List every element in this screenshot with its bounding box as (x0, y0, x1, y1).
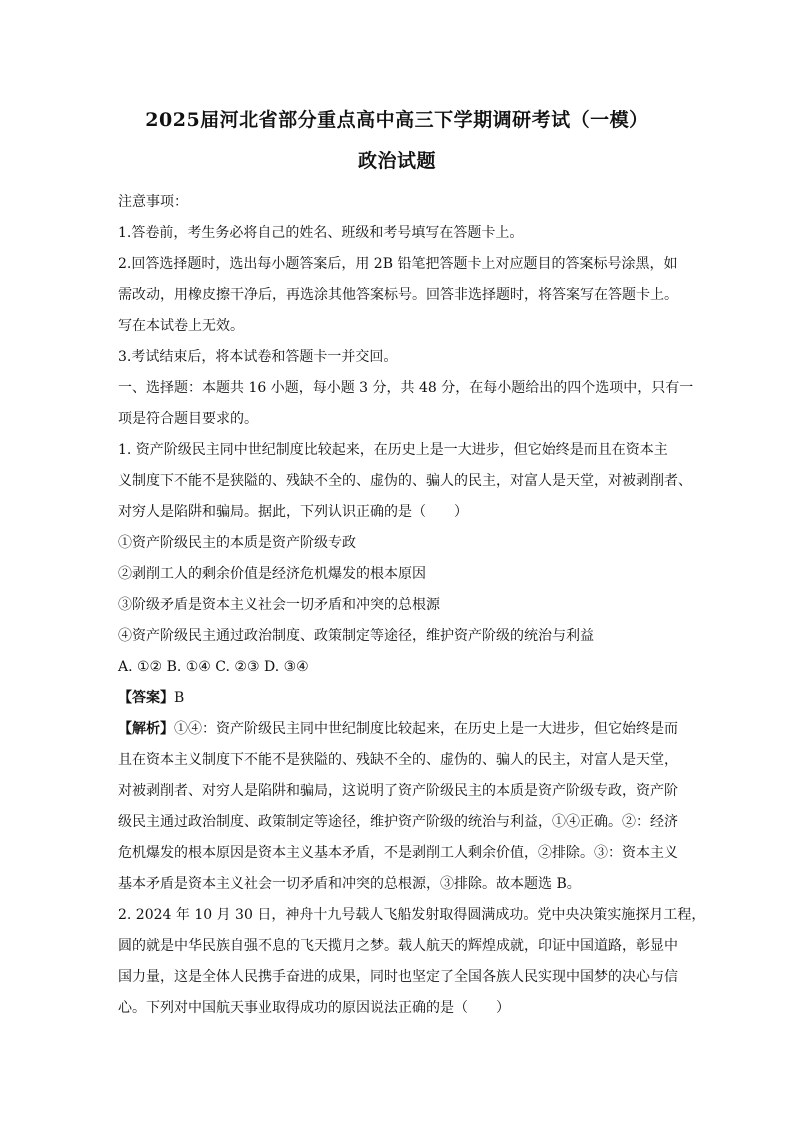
question-1-option-1: ①资产阶级民主的本质是资产阶级专政 (118, 535, 356, 551)
notice-item-2-line-1: 2.回答选择题时，选出每小题答案后，用 2B 铅笔把答题卡上对应题目的答案标号涂黑，如 (118, 256, 678, 272)
exam-subtitle: 政治试题 (357, 150, 436, 172)
question-1-choices: A. ①② B. ①④ C. ②③ D. ③④ (118, 659, 309, 675)
notice-item-2-line-3: 写在本试卷上无效。 (118, 318, 244, 334)
question-1-analysis-line-6: 基本矛盾是资本主义社会一切矛盾和冲突的总根源，③排除。故本题选 B。 (118, 876, 581, 892)
question-1-analysis-line-5: 危机爆发的根本原因是资本主义基本矛盾，不是剥削工人剩余价值，②排除。③：资本主义 (118, 845, 678, 861)
section-1-line-1: 一、选择题：本题共 16 小题，每小题 3 分，共 48 分，在每小题给出的四个选项中，只有一 (118, 380, 694, 396)
question-1-line-3: 对穷人是陷阱和骗局。据此，下列认识正确的是（ ） (118, 504, 468, 520)
question-1-analysis-line-1 (118, 714, 684, 745)
question-1-analysis-line-3: 对被剥削者、对穷人是陷阱和骗局，这说明了资产阶级民主的本质是资产阶级专政，资产阶 (118, 783, 678, 799)
exam-body (118, 187, 706, 1024)
question-2-line-3: 国力量，这是全体人民携手奋进的成果，同时也坚定了全国各族人民实现中国梦的决心与信 (118, 969, 678, 985)
notice-item-2-line-2: 需改动，用橡皮擦干净后，再选涂其他答案标号。回答非选择题时，将答案写在答题卡上。 (118, 287, 678, 303)
question-1-line-2: 义制度下不能不是狭隘的、残缺不全的、虚伪的、骗人的民主，对富人是天堂，对被剥削者、 (118, 473, 692, 489)
question-1-line-1: 1. 资产阶级民主同中世纪制度比较起来，在历史上是一大进步，但它始终是而且在资本主 (118, 442, 668, 458)
notice-heading: 注意事项： (118, 194, 188, 210)
question-1-analysis-line-2: 且在资本主义制度下不能不是狭隘的、残缺不全的、虚伪的、骗人的民主，对富人是天堂， (118, 752, 678, 768)
question-1-option-4: ④资产阶级民主通过政治制度、政策制定等途径，维护资产阶级的统治与利益 (118, 628, 594, 644)
analysis-text: ①④：资产阶级民主同中世纪制度比较起来，在历史上是一大进步，但它始终是而 (174, 721, 678, 737)
question-1-answer (118, 683, 684, 714)
exam-title: 2025届河北省部分重点高中高三下学期调研考试（一模） (145, 109, 649, 131)
answer-value: B (174, 690, 185, 706)
section-1-line-2: 项是符合题目要求的。 (118, 411, 258, 427)
question-1-option-2: ②剥削工人的剩余价值是经济危机爆发的根本原因 (118, 566, 426, 582)
question-2-line-4: 心。下列对中国航天事业取得成功的原因说法正确的是（ ） (118, 1000, 510, 1016)
notice-item-1: 1.答卷前，考生务必将自己的姓名、班级和考号填写在答题卡上。 (118, 225, 524, 241)
question-2-line-1: 2. 2024 年 10 月 30 日，神舟十九号载人飞船发射取得圆满成功。党中央决策实施探月工程， (118, 907, 706, 923)
notice-item-3: 3.考试结束后，将本试卷和答题卡一并交回。 (118, 349, 398, 365)
question-1-option-3: ③阶级矛盾是资本主义社会一切矛盾和冲突的总根源 (118, 597, 440, 613)
answer-tag: 【答案】 (118, 690, 174, 706)
question-2-line-2: 圆的就是中华民族自强不息的飞天揽月之梦。载人航天的辉煌成就，印证中国道路，彰显中 (118, 938, 678, 954)
question-1-analysis-line-4: 级民主通过政治制度、政策制定等途径，维护资产阶级的统治与利益，①④正确。②：经济 (118, 814, 678, 830)
analysis-tag: 【解析】 (118, 721, 174, 737)
